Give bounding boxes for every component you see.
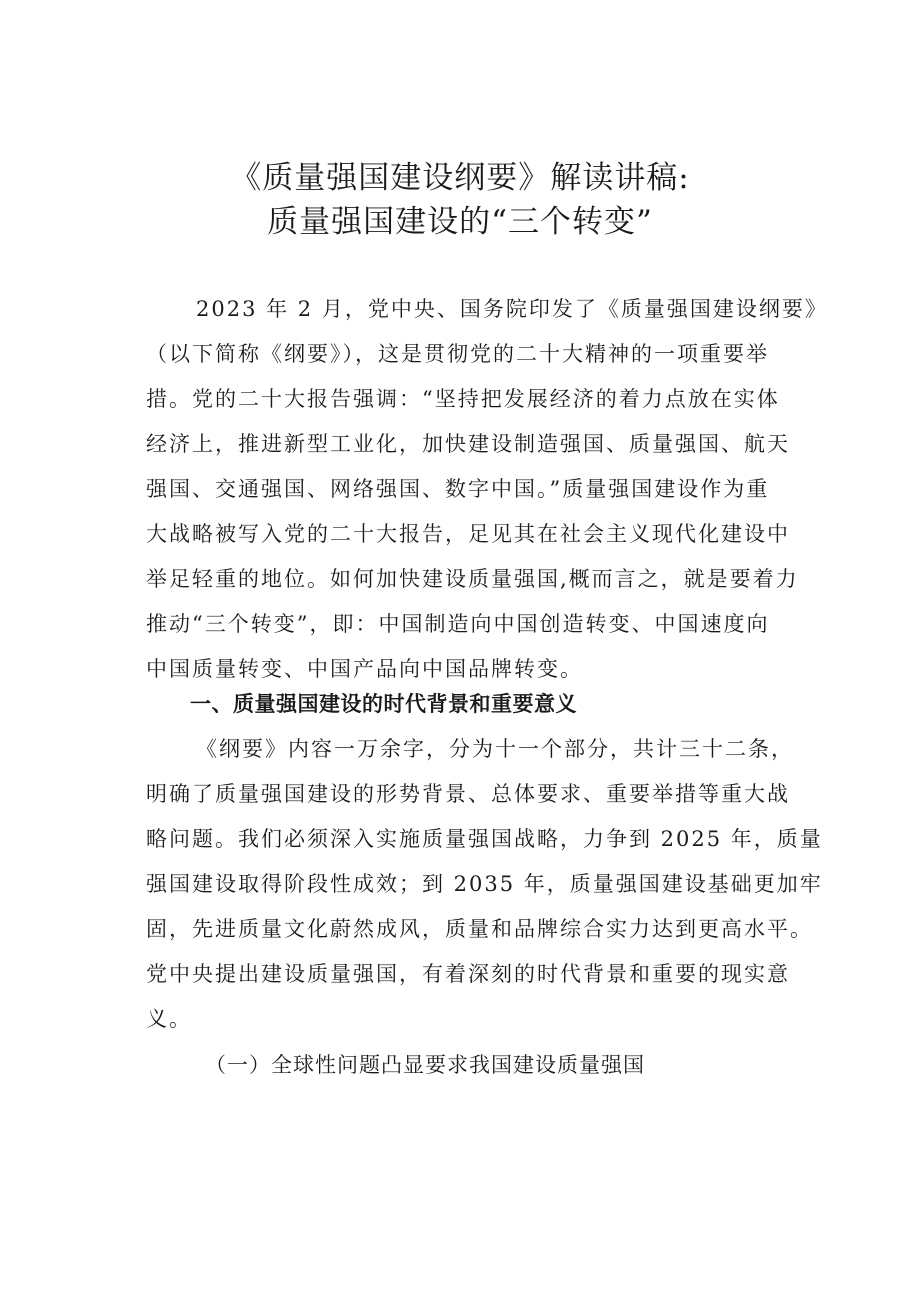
paragraph-line: 中国质量转变、中国产品向中国品牌转变。 — [146, 657, 583, 681]
paragraph-line: 强国建设取得阶段性成效；到 2035 年，质量强国建设基础更加牢 — [146, 872, 823, 896]
paragraph-line: 举足轻重的地位。如何加快建设质量强国,概而言之，就是要着力 — [146, 567, 799, 591]
document-title-line-1: 《质量强国建设纲要》解读讲稿: — [230, 160, 690, 196]
paragraph-line: 强国、交通强国、网络强国、数字中国。”质量强国建设作为重 — [146, 477, 770, 501]
paragraph-line: 推动“三个转变”，即：中国制造向中国创造转变、中国速度向 — [146, 612, 770, 636]
paragraph-line: 措。党的二十大报告强调：“坚持把发展经济的着力点放在实体 — [146, 387, 780, 411]
paragraph-line: 经济上，推进新型工业化，加快建设制造强国、质量强国、航天 — [146, 432, 790, 456]
paragraph-line: 略问题。我们必须深入实施质量强国战略，力争到 2025 年，质量 — [146, 827, 823, 851]
paragraph-line: 2023 年 2 月，党中央、国务院印发了《质量强国建设纲要》 — [196, 297, 828, 321]
paragraph-line: 明确了质量强国建设的形势背景、总体要求、重要举措等重大战 — [146, 782, 790, 806]
paragraph-line: （以下简称《纲要》），这是贯彻党的二十大精神的一项重要举 — [146, 342, 769, 366]
paragraph-line: 义。 — [146, 1007, 192, 1031]
section-heading: 一、质量强国建设的时代背景和重要意义 — [190, 692, 577, 716]
paragraph-line: 《纲要》内容一万余字，分为十一个部分，共计三十二条， — [196, 737, 794, 761]
document-title-line-2: 质量强国建设的“三个转变” — [267, 204, 653, 240]
subsection-heading: （一）全球性问题凸显要求我国建设质量强国 — [205, 1053, 645, 1077]
paragraph-line: 大战略被写入党的二十大报告，足见其在社会主义现代化建设中 — [146, 522, 790, 546]
paragraph-line: 固，先进质量文化蔚然成风，质量和品牌综合实力达到更高水平。 — [146, 917, 813, 941]
paragraph-line: 党中央提出建设质量强国，有着深刻的时代背景和重要的现实意 — [146, 962, 790, 986]
